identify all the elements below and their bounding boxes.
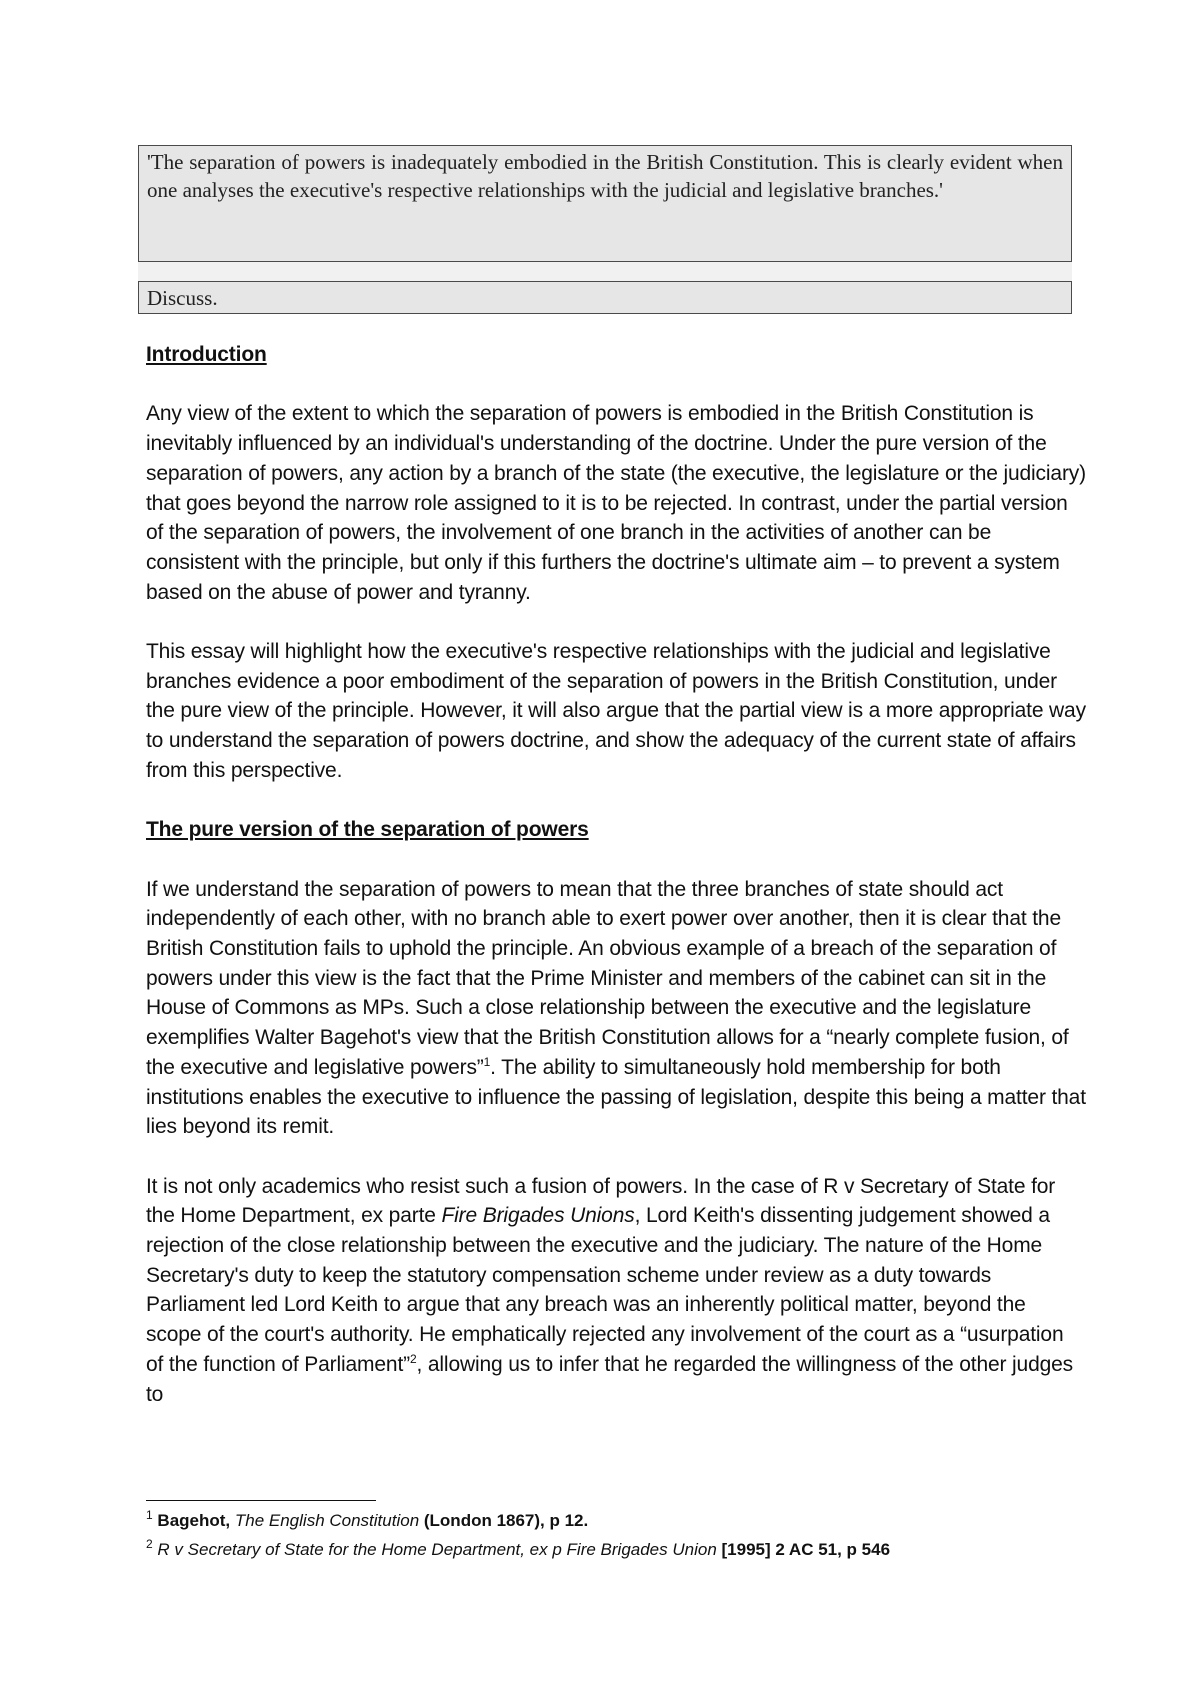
footnote-citation: (London 1867), p 12.	[419, 1511, 589, 1530]
footnote-2	[146, 1535, 1086, 1564]
essay-question-quote	[138, 145, 1072, 262]
essay-question-instruction	[138, 281, 1072, 314]
footnote-citation: [1995] 2 AC 51, p 546	[716, 1540, 891, 1559]
footnote-title: The English Constitution	[234, 1511, 420, 1530]
paragraph-text: , Lord Keith's dissenting judgement showed a rejection of the close relationship between the executive and the judiciary. The nature of the Home Secretary's duty to keep the statutory compensation scheme under review as a duty towards Parliament led Lord Keith to argue that any breach was an inherently political matter, beyond the scope of the court's authority. He emphatically rejected any involvement of the court as a “usurpation of the function of Parliament”	[146, 1204, 1064, 1376]
pure-version-paragraph-2	[146, 1172, 1086, 1410]
paragraph-text: If we understand the separation of powers to mean that the three branches of state should act independently of each other, with no branch able to exert power over another, then it is clear that the British Constitution fails to uphold the principle. An obvious example of a breach of the separation of powers under this view is the fact that the Prime Minister and members of the cabinet can sit in the House of Commons as MPs. Such a close relationship between the executive and the legislature exemplifies Walter Bagehot's view that the British Constitution allows for a “nearly complete fusion, of the executive and legislative powers”	[146, 877, 1069, 1079]
paragraph-text: , allowing us to infer that he regarded the willingness of the other judges to	[146, 1352, 1074, 1406]
footnote-separator	[146, 1500, 376, 1501]
question-instruction-text: Discuss.	[147, 286, 218, 310]
introduction-heading: Introduction	[146, 343, 267, 366]
footnote-ref-2[interactable]: 2	[409, 1351, 417, 1366]
footnote-number: 2	[146, 1537, 153, 1551]
introduction-paragraph-1: Any view of the extent to which the separation of powers is embodied in the British Constitution is inevitably influenced by an individual's understanding of the doctrine. Under the pure version of the separation of powers, any action by a branch of the state (the executive, the legislature or the judiciary) that goes beyond the narrow role assigned to it is to be rejected. In contrast, under the partial version of the separation of powers, the involvement of one branch in the activities of another can be consistent with the principle, but only if this furthers the doctrine's ultimate aim – to prevent a system based on the abuse of power and tyranny.	[146, 402, 1086, 604]
footnote-title: R v Secretary of State for the Home Department, ex p Fire Brigades Union	[157, 1540, 717, 1559]
essay-body	[146, 340, 1086, 1439]
footnote-number: 1	[146, 1508, 153, 1522]
footnote-1	[146, 1506, 1086, 1535]
question-gap	[138, 262, 1072, 281]
paragraph-text: . The ability to simultaneously hold membership for both institutions enables the executive to influence the passing of legislation, despite this being a matter that lies beyond its remit.	[146, 1055, 1086, 1139]
footnote-author: Bagehot,	[157, 1511, 235, 1530]
introduction-paragraph-2: This essay will highlight how the executive's respective relationships with the judicial and legislative branches evidence a poor embodiment of the separation of powers in the British Constitution, under the pure view of the principle. However, it will also argue that the partial view is a more appropriate way to understand the separation of powers doctrine, and show the adequacy of the current state of affairs from this perspective.	[146, 640, 1086, 782]
question-quote-text: 'The separation of powers is inadequately embodied in the British Constitution. This is clearly evident when one analyses the executive's respective relationships with the judicial and legislative branches.'	[147, 150, 1063, 202]
footnotes	[146, 1506, 1086, 1564]
pure-version-paragraph-1	[146, 875, 1086, 1142]
pure-version-heading: The pure version of the separation of powers	[146, 818, 589, 842]
paragraph-text: It is not only academics who resist such a fusion of powers. In the case of R v Secretary of State for the Home Department, ex parte	[146, 1174, 1056, 1228]
footnote-ref-1[interactable]: 1	[483, 1054, 491, 1069]
case-name-italic: Fire Brigades Unions	[441, 1204, 635, 1228]
